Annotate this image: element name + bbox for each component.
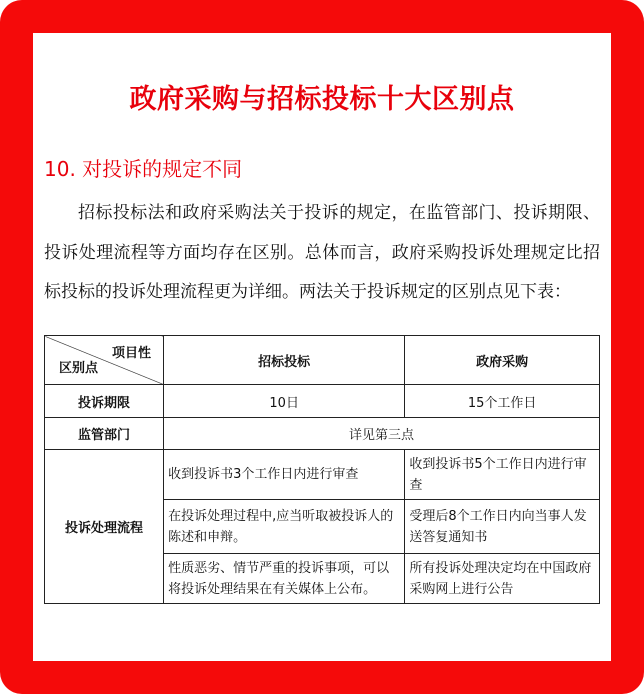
section-heading: 10. 对投诉的规定不同 [44, 157, 243, 181]
table-cell-merged: 详见第三点 [164, 418, 600, 450]
corner-top-label: 项目性 [112, 346, 152, 361]
table-cell: 性质恶劣、情节严重的投诉事项，可以将投诉处理结果在有关媒体上公布。 [164, 554, 405, 604]
table-cell: 受理后8个工作日内向当事人发送答复通知书 [405, 500, 600, 554]
table-cell: 所有投诉处理决定均在中国政府采购网上进行公告 [405, 554, 600, 604]
table-cell: 在投诉处理过程中,应当听取被投诉人的陈述和申辩。 [164, 500, 405, 554]
content-card [33, 33, 611, 661]
table-row [45, 450, 600, 500]
row-label: 监管部门 [45, 418, 164, 450]
row-label: 投诉处理流程 [45, 450, 164, 604]
table-corner-cell [45, 336, 164, 385]
table-cell: 收到投诉书5个工作日内进行审查 [405, 450, 600, 500]
table-header-row [45, 336, 600, 385]
page-title: 政府采购与招标投标十大区别点 [129, 84, 515, 115]
column-header-bidding: 招标投标 [164, 336, 405, 385]
table-row [45, 418, 600, 450]
intro-paragraph: 招标投标法和政府采购法关于投诉的规定，在监管部门、投诉期限、投诉处理流程等方面均存在区别。总体而言，政府采购投诉处理规定比招标投标的投诉处理流程更为详细。两法关于投诉规定的区别点见下表： [44, 203, 600, 302]
table-cell: 10日 [164, 385, 405, 418]
corner-bottom-label: 区别点 [59, 361, 99, 376]
row-label: 投诉期限 [45, 385, 164, 418]
column-header-procurement: 政府采购 [405, 336, 600, 385]
table-cell: 收到投诉书3个工作日内进行审查 [164, 450, 405, 500]
comparison-table [44, 335, 600, 604]
table-row [45, 385, 600, 418]
table-cell: 15个工作日 [405, 385, 600, 418]
